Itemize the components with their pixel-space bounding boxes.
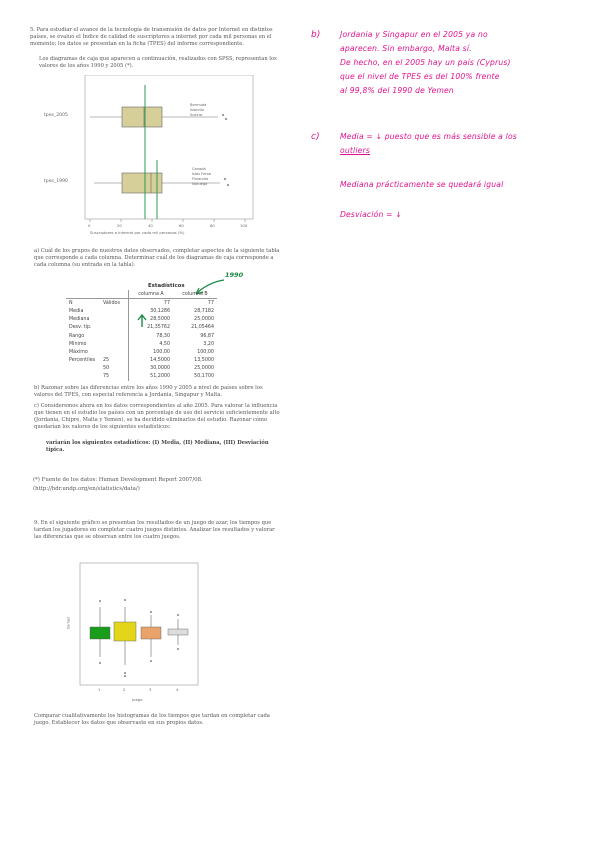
row-label-1990: tpes_1990 [44,179,68,184]
box-1990 [122,173,162,193]
outlier-labels-2005: Bermuda Islandia Suecia [190,103,207,117]
table-row: 50 30,0000 25,0000 [66,365,217,373]
stats-table-title: Estadísticos [148,283,185,289]
tick-label: 100 [240,223,248,228]
plot-frame [85,75,253,219]
outlier-point [227,184,229,186]
note-line: Media = ↓ puesto que es más sensible a los [340,132,517,141]
table-row: Mediana 28,5000 25,0000 [69,317,214,323]
note-desviacion: Desviación = ↓ [340,210,402,219]
outlier-point [222,114,224,116]
note-c-marker: c) [311,132,320,142]
table-row: Mínimo 4,50 3,20 [69,341,214,347]
annotation-1990: 1990 [225,271,244,279]
colored-boxplot-svg [68,555,203,707]
col-header: columna B [173,290,217,299]
outlier-point [225,118,227,120]
x-axis-label: juego [132,697,143,702]
exercise-9-text: 9. En el siguiente gráfico se presentan los resultados de un juego de azar, los tiempos que tardan los jugadores en completar cuatro juegos distintos. Analizar los resultados y valorar las diferencias que se observan entre los cuatro juegos. [34,520,275,540]
table-row: Máximo 100,00 100,00 [69,349,214,355]
stats-table [66,290,217,381]
boxplot-chart [40,75,265,237]
table-row: Media 30,1286 28,7182 [69,308,214,314]
exercise-5c-text: c) Consideremos ahora en los datos correspondientes al año 2005. Para valorar la influencia que tienen en el estudio los países con un porcentaje de uso del servicio suficientemente alto (Jordania, Chipre, Malta y Yemen), se ha decidido eliminarlos del estudio. Razonar cómo quedarían los valores de los siguientes estadísticos: [34,403,280,430]
table-row: 75 51,2000 50,1700 [66,373,217,381]
note-line: outliers [340,146,371,155]
box-game-3 [141,627,161,639]
outlier-labels-1990: Canadá Islas Feroe Finlandia Noruega [192,167,212,186]
note-line: que el nivel de TPES es del 100% frente [340,72,500,81]
exercise-9-caption: Comparar cualitativamente los histogramas de los tiempos que tardan en completar cada juego. Establecer los datos que observaste en sus propios datos. [34,713,270,726]
note-line: Jordania y Singapur en el 2005 ya no [340,30,488,39]
box-game-2 [114,622,136,641]
exercise-number: 9. [34,520,39,526]
source-note: (*) Fuente de los datos: Human Development Report 2007/08. [33,477,203,483]
outlier-point [224,178,226,180]
box-game-1 [90,627,110,639]
note-mediana: Mediana prácticamente se quedará igual [340,180,504,189]
box-2005 [122,107,162,127]
col-header: columna A [129,290,174,299]
table-row: N Válidos 77 77 [66,299,217,308]
exercise-number: 5. [30,27,35,33]
table-row: Percentiles 25 14,5000 13,5000 [69,358,214,364]
note-c [340,130,595,158]
exercise-5-text: Para estudiar el avance de la tecnología de transmisión de datos por Internet en distintos países, se evaluó el Índice de calidad de suscriptores a internet por cada mil personas en el momento; los datos se presentan en la ficha (TPES) del informe correspondiente. [30,27,273,47]
note-line: aparecen. Sin embargo, Malta sí. [340,44,472,53]
row-label-2005: tpes_2005 [44,113,68,118]
tick-label: 60 [179,223,184,228]
note-line: De hecho, en el 2005 hay un país (Cyprus) [340,58,511,67]
tick-label: 0 [88,223,91,228]
note-b [340,28,590,98]
note-line: al 99,8% del 1990 de Yemen [340,86,454,95]
exercise-5a-text: a) Cuál de los grupos de nuestros datos observados, completar aspectos de la siguiente tabla que corresponde a cada columna. Determinar cuál de los diagramas de caja corresponde a cada columna (su entrada en la tabla). [34,248,280,268]
exercise-5b-text: b) Razonar sobre las diferencias entre los años 1990 y 2005 a nivel de países sobre los valores del TPES, con especial referencia a Jordania, Singapur y Malta. [34,385,263,398]
x-tick-label: 2 [123,687,126,692]
note-b-marker: b) [311,30,321,40]
exercise-5-intro [30,27,280,48]
plot-frame [80,563,198,685]
x-tick-label: 3 [149,687,152,692]
y-axis-label: tiempo [66,616,71,630]
tick-label: 80 [210,223,215,228]
boxplot-svg [40,75,265,237]
exercise-5-line2: Los diagramas de caja que aparecen a continuación, realizados con SPSS, representan los valores de los años 1990 y 2005 (*). [39,56,277,69]
source-url: (http://hdr.undp.org/en/statistics/data/) [33,486,140,492]
x-tick-label: 1 [98,687,101,692]
table-row: Desv. típ. 21,35762 21,05464 [69,325,214,331]
x-tick-label: 4 [176,687,179,692]
tick-label: 20 [117,223,122,228]
table-row: Rango 78,30 96,87 [69,333,214,339]
exercise-5c-bold: variarán los siguientes estadísticos: (I) Media, (II) Mediana, (III) Desviación típica. [46,440,269,453]
x-axis-label: Suscriptores a internet por cada mil personas (%) [90,230,185,235]
colored-boxplot-chart [68,555,203,707]
stats-table-grid [66,290,217,381]
tick-label: 40 [148,223,153,228]
box-game-4 [168,629,188,635]
